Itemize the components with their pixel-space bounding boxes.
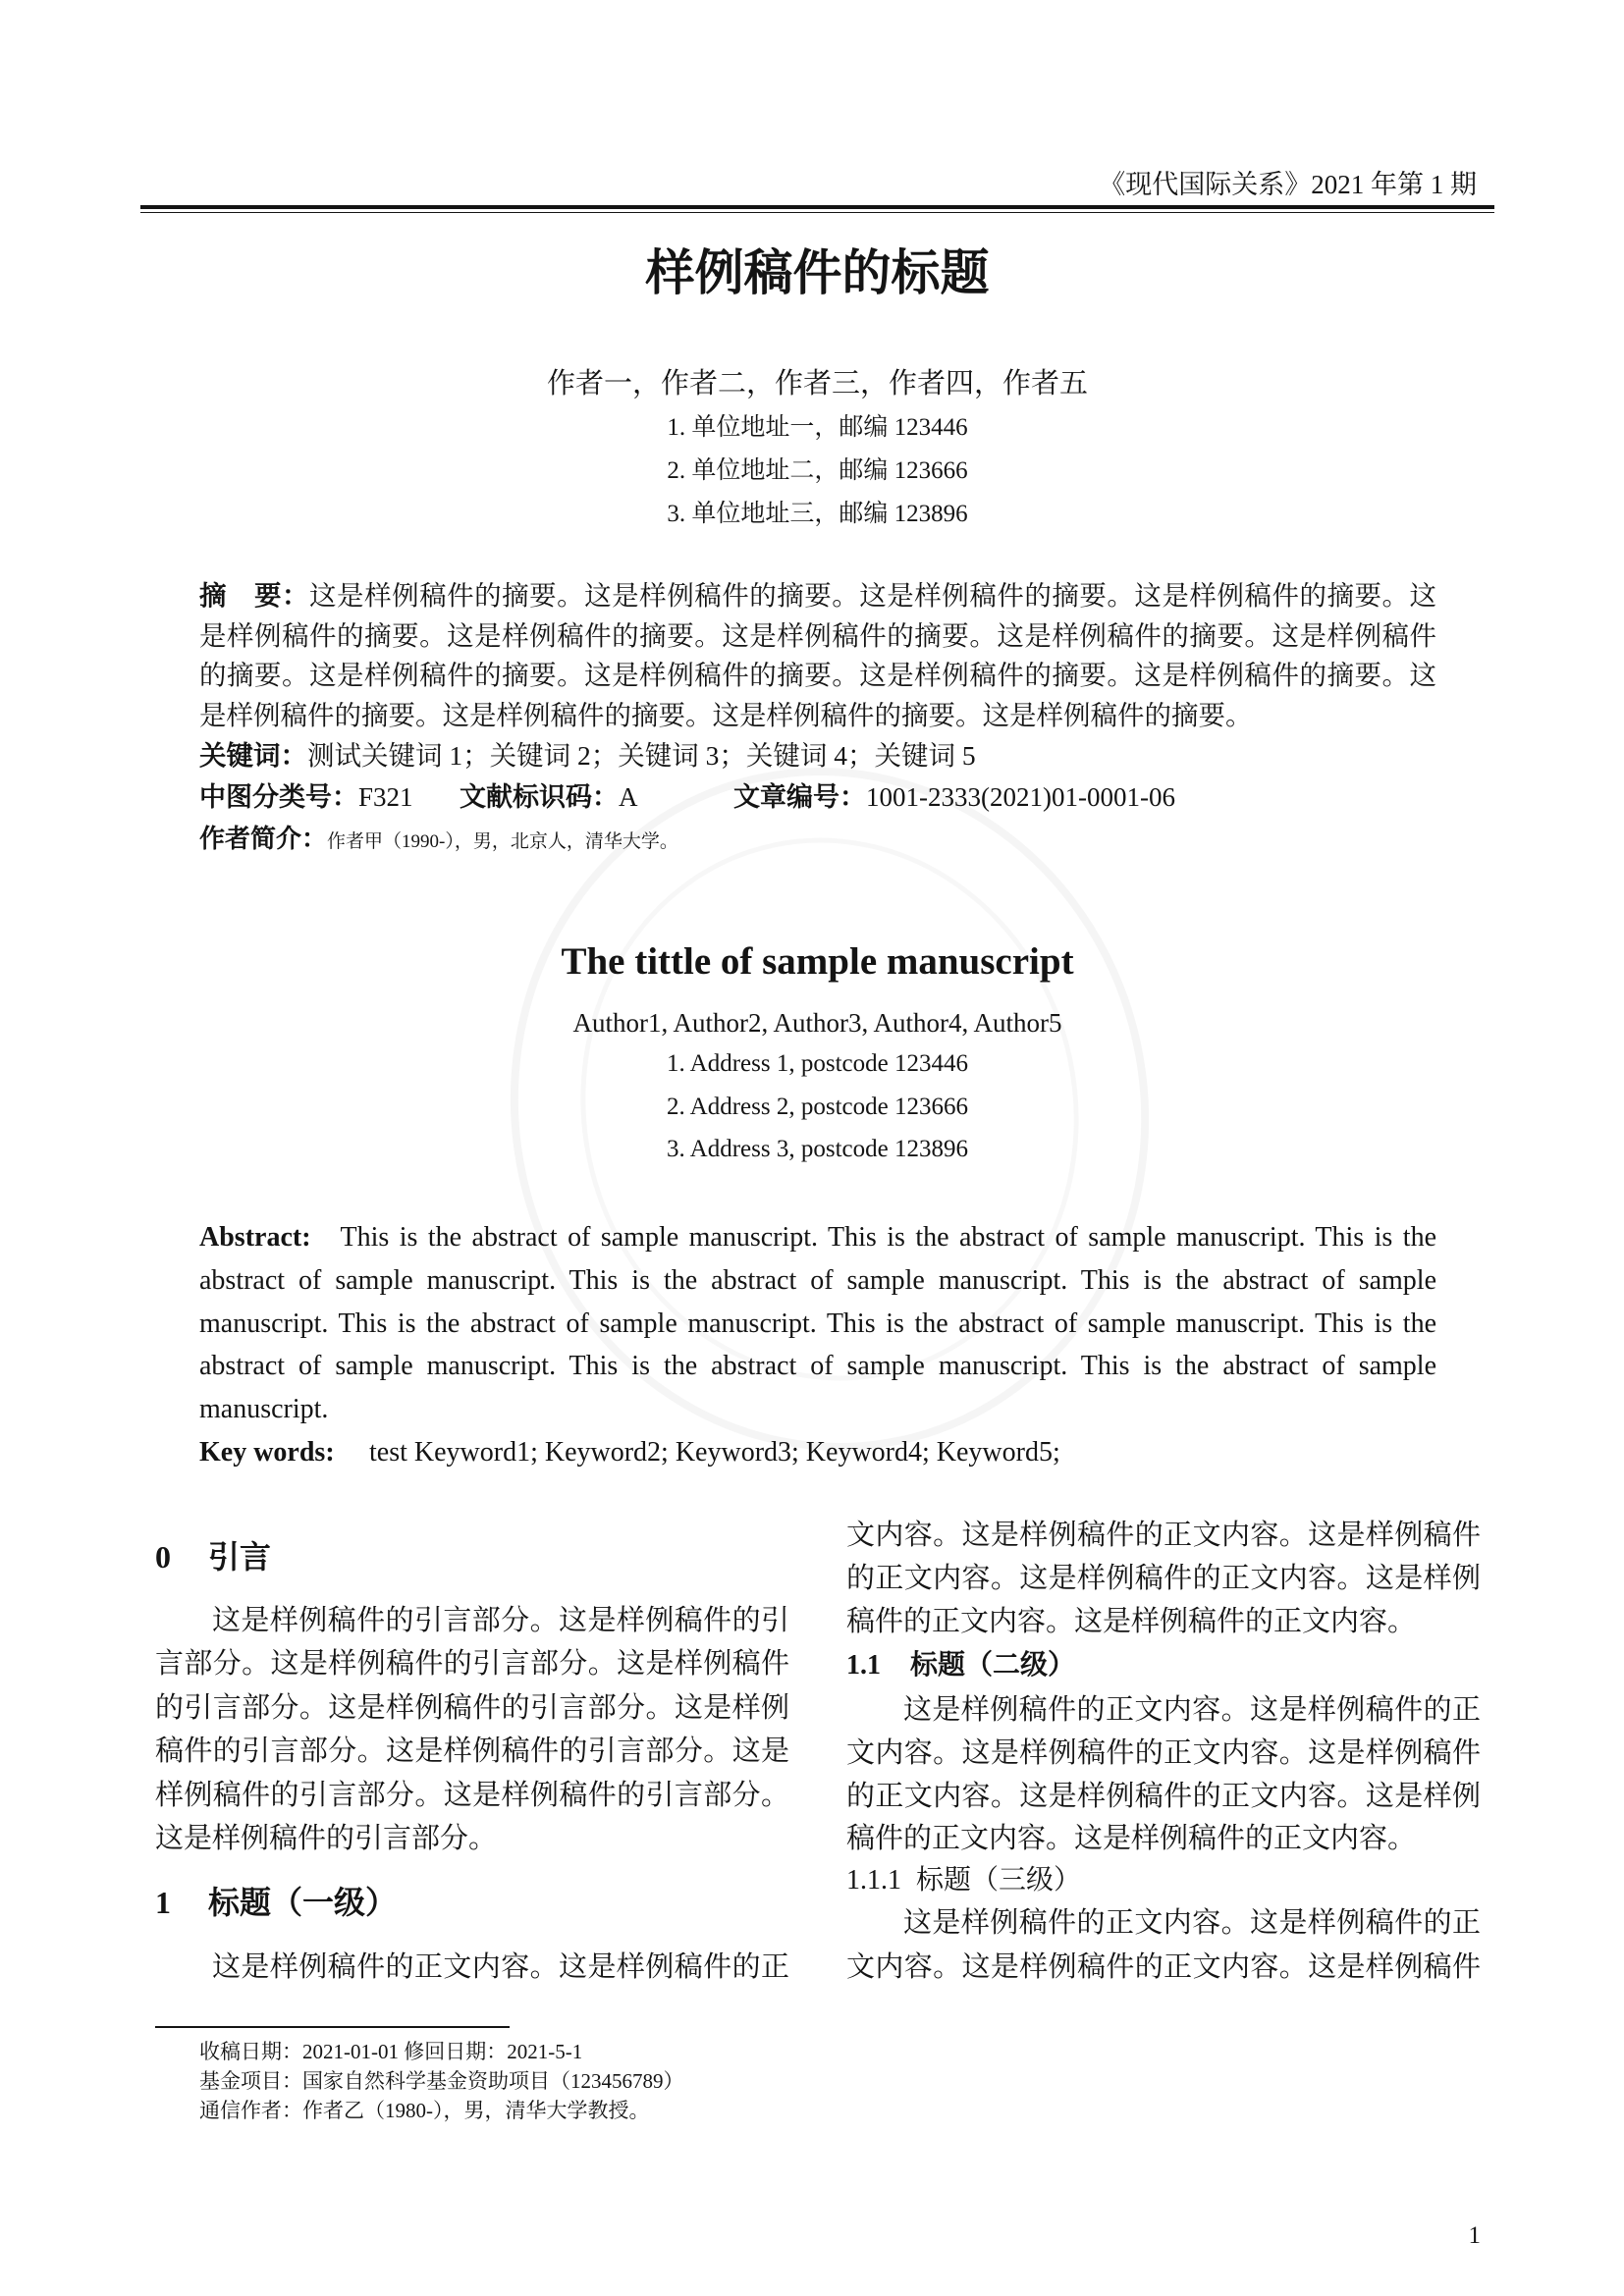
page-number: 1: [1468, 2222, 1481, 2249]
affiliation-en-1: 1. Address 1, postcode 123446: [667, 1050, 968, 1077]
section-1-1-1-paragraph: 这是样例稿件的正文内容。这是样例稿件的正文内容。这是样例稿件的正文内容。这是样例稿件: [846, 1907, 1481, 1983]
article-number: [733, 777, 1175, 817]
clc-label: 中图分类号：: [199, 782, 358, 812]
affiliation-cn-1: 1. 单位地址一，邮编 123446: [667, 414, 968, 441]
keywords-en: [199, 1431, 1436, 1474]
author-bio: [199, 819, 1436, 862]
header-rule-thin: [140, 212, 1494, 213]
affiliation-en-2: 2. Address 2, postcode 123666: [667, 1093, 968, 1120]
abstract-en-label: Abstract:: [199, 1222, 311, 1253]
section-heading-1-1: [846, 1643, 1481, 1687]
authors-en: Author1, Author2, Author3, Author4, Author5: [572, 1008, 1062, 1038]
section-title: 标题（三级）: [916, 1865, 1082, 1896]
footnote-corresponding-author: 通信作者：作者乙（1980-），男，清华大学教授。: [199, 2099, 650, 2122]
journal-header: 《现代国际关系》2021 年第 1 期: [1099, 170, 1477, 199]
footnotes: [199, 2037, 1279, 2125]
clc-value: F321: [358, 782, 413, 812]
section-title: 引言: [208, 1539, 272, 1575]
section-number: 1: [155, 1885, 171, 1920]
section-title: 标题（一级）: [208, 1885, 398, 1920]
author-bio-text: 作者甲（1990-），男，北京人，清华大学。: [327, 831, 678, 852]
author-bio-label: 作者简介：: [199, 824, 328, 853]
section-heading-1-1-1: [846, 1859, 1481, 1902]
section-heading-1: [155, 1881, 789, 1924]
authors-cn: 作者一，作者二，作者三，作者四，作者五: [546, 368, 1088, 400]
affiliation-en-3: 3. Address 3, postcode 123896: [667, 1136, 968, 1163]
abstract-en-text: This is the abstract of sample manuscript. This is the abstract of sample manuscript. This is the abstract of sample manuscript. This is the abstract of sample manuscript. This is the abstract of sample manuscript. This is the abstract of sample manuscript. This is the abstract of sample manuscript. This is the abstract of sample manuscript. This is the abstract of sample manuscript. This is the abstract of sample manuscript.: [199, 1222, 1436, 1425]
article-number-value: 1001-2333(2021)01-0001-06: [866, 782, 1175, 812]
footnote-rule: [155, 2026, 510, 2028]
footnote-funding: 基金项目：国家自然科学基金资助项目（123456789）: [199, 2069, 684, 2093]
article-title-cn: 样例稿件的标题: [645, 245, 990, 300]
document-code: [460, 777, 638, 817]
section-number: 0: [155, 1539, 171, 1575]
section-number: 1.1.1: [846, 1865, 901, 1896]
affiliation-cn-3: 3. 单位地址三，邮编 123896: [667, 501, 968, 527]
clc-number: [199, 777, 413, 817]
article-title-en: The tittle of sample manuscript: [561, 940, 1074, 983]
abstract-cn-text: 这是样例稿件的摘要。这是样例稿件的摘要。这是样例稿件的摘要。这是样例稿件的摘要。这是样例稿件的摘要。这是样例稿件的摘要。这是样例稿件的摘要。这是样例稿件的摘要。这是样例稿件的摘要。这是样例稿件的摘要。这是样例稿件的摘要。这是样例稿件的摘要。这是样例稿件的摘要。这是样例稿件的摘要。这是样例稿件的摘要。这是样例稿件的摘要。这是样例稿件的摘要。: [199, 580, 1436, 731]
affiliations-cn: [140, 406, 1494, 536]
keywords-en-text: test Keyword1; Keyword2; Keyword3; Keyword4; Keyword5;: [369, 1437, 1060, 1468]
section-0-paragraph: 这是样例稿件的引言部分。这是样例稿件的引言部分。这是样例稿件的引言部分。这是样例稿件的引言部分。这是样例稿件的引言部分。这是样例稿件的引言部分。这是样例稿件的引言部分。这是样例稿件的引言部分。这是样例稿件的引言部分。这是样例稿件的引言部分。: [155, 1605, 789, 1855]
abstract-cn: [199, 576, 1436, 736]
keywords-cn-text: 测试关键词 1；关键词 2；关键词 3；关键词 4；关键词 5: [307, 740, 976, 771]
keywords-cn-label: 关键词：: [199, 740, 307, 771]
document-code-value: A: [619, 782, 638, 812]
section-title: 标题（二级）: [910, 1649, 1076, 1680]
keywords-cn: [199, 736, 1436, 775]
keywords-en-label: Key words:: [199, 1437, 335, 1468]
abstract-cn-label: 摘 要：: [199, 580, 310, 611]
footnote-received-date: 收稿日期：2021-01-01 修回日期：2021-5-1: [199, 2040, 583, 2063]
section-number: 1.1: [846, 1650, 881, 1681]
affiliations-en: [140, 1042, 1494, 1171]
section-1-paragraph-col2: 文内容。这是样例稿件的正文内容。这是样例稿件的正文内容。这是样例稿件的正文内容。这是样例稿件的正文内容。这是样例稿件的正文内容。: [846, 1520, 1481, 1637]
section-heading-0: [155, 1535, 789, 1578]
document-code-label: 文献标识码：: [460, 782, 619, 812]
affiliation-cn-2: 2. 单位地址二，邮编 123666: [667, 457, 968, 484]
header-rule-thick: [140, 205, 1494, 209]
section-1-1-paragraph: 这是样例稿件的正文内容。这是样例稿件的正文内容。这是样例稿件的正文内容。这是样例稿件的正文内容。这是样例稿件的正文内容。这是样例稿件的正文内容。这是样例稿件的正文内容。: [846, 1694, 1481, 1855]
classification-line: [199, 777, 1436, 817]
section-1-paragraph-col1: 这是样例稿件的正文内容。这是样例稿件的正: [212, 1951, 789, 1983]
article-number-label: 文章编号：: [733, 782, 866, 812]
abstract-en: [199, 1216, 1436, 1431]
